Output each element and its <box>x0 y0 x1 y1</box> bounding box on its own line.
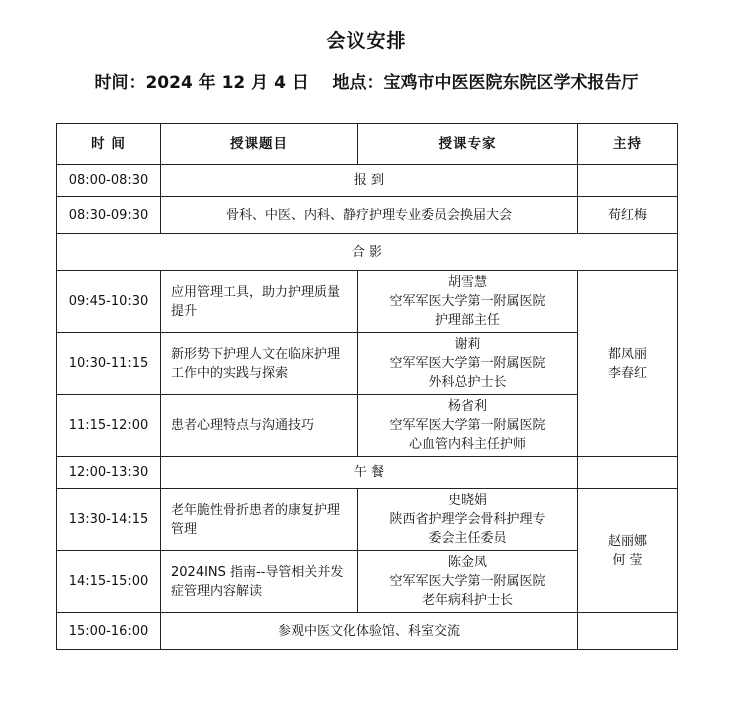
expert-name: 史晓娟 <box>447 493 487 508</box>
time-cell: 11:15-12:00 <box>57 395 161 457</box>
table-header-row <box>57 124 678 165</box>
expert-name: 胡雪慧 <box>447 275 487 290</box>
topic-cell: 合 影 <box>57 234 678 271</box>
expert-name: 陈金凤 <box>447 555 487 570</box>
topic-cell: 患者心理特点与沟通技巧 <box>161 395 358 457</box>
time-cell: 08:30-09:30 <box>57 197 161 234</box>
host-cell: 荀红梅 <box>578 197 678 234</box>
table-row <box>57 489 678 551</box>
expert-cell <box>358 551 578 613</box>
column-header-time: 时 间 <box>57 124 161 165</box>
time-cell: 08:00-08:30 <box>57 165 161 197</box>
page-subtitle: 时间：2024 年 12 月 4 日 地点：宝鸡市中医医院东院区学术报告厅 <box>94 73 639 93</box>
table-row <box>57 271 678 333</box>
host-cell <box>578 165 678 197</box>
expert-title: 心血管内科主任护师 <box>408 437 526 452</box>
topic-cell: 新形势下护理人文在临床护理工作中的实践与探索 <box>161 333 358 395</box>
expert-org: 空军军医大学第一附属医院 <box>389 294 546 309</box>
host-cell <box>578 613 678 650</box>
expert-title: 外科总护士长 <box>428 375 507 390</box>
expert-org: 空军军医大学第一附属医院 <box>389 356 546 371</box>
page-title: 会议安排 <box>326 30 407 52</box>
expert-org: 空军军医大学第一附属医院 <box>389 418 546 433</box>
column-header-topic: 授课题目 <box>161 124 358 165</box>
topic-cell: 老年脆性骨折患者的康复护理管理 <box>161 489 358 551</box>
host-name: 何 莹 <box>612 552 643 568</box>
host-cell <box>578 457 678 489</box>
table-row <box>57 613 678 650</box>
host-name: 李春红 <box>607 365 647 381</box>
host-name: 都凤丽 <box>607 346 647 362</box>
table-row <box>57 234 678 271</box>
expert-name: 谢莉 <box>454 337 481 352</box>
host-cell <box>578 489 678 613</box>
time-cell: 09:45-10:30 <box>57 271 161 333</box>
expert-org: 陕西省护理学会骨科护理专 <box>389 512 546 527</box>
expert-cell <box>358 395 578 457</box>
time-cell: 10:30-11:15 <box>57 333 161 395</box>
time-cell: 13:30-14:15 <box>57 489 161 551</box>
time-cell: 15:00-16:00 <box>57 613 161 650</box>
expert-cell <box>358 333 578 395</box>
expert-cell <box>358 271 578 333</box>
time-cell: 12:00-13:30 <box>57 457 161 489</box>
table-row <box>57 197 678 234</box>
table-row <box>57 457 678 489</box>
column-header-host: 主持 <box>578 124 678 165</box>
topic-cell: 报 到 <box>161 165 578 197</box>
topic-cell: 2024INS 指南--导管相关并发症管理内容解读 <box>161 551 358 613</box>
host-name: 赵丽娜 <box>607 533 647 549</box>
topic-cell: 午 餐 <box>161 457 578 489</box>
host-cell <box>578 271 678 457</box>
expert-org: 空军军医大学第一附属医院 <box>389 574 546 589</box>
column-header-expert: 授课专家 <box>358 124 578 165</box>
schedule-table <box>56 123 678 650</box>
expert-title: 护理部主任 <box>434 313 500 328</box>
topic-cell: 骨科、中医、内科、静疗护理专业委员会换届大会 <box>161 197 578 234</box>
table-row <box>57 165 678 197</box>
expert-title: 委会主任委员 <box>428 531 507 546</box>
expert-title: 老年病科护士长 <box>421 593 513 608</box>
topic-cell: 参观中医文化体验馆、科室交流 <box>161 613 578 650</box>
expert-name: 杨省利 <box>447 399 487 414</box>
expert-cell <box>358 489 578 551</box>
time-cell: 14:15-15:00 <box>57 551 161 613</box>
topic-cell: 应用管理工具，助力护理质量提升 <box>161 271 358 333</box>
